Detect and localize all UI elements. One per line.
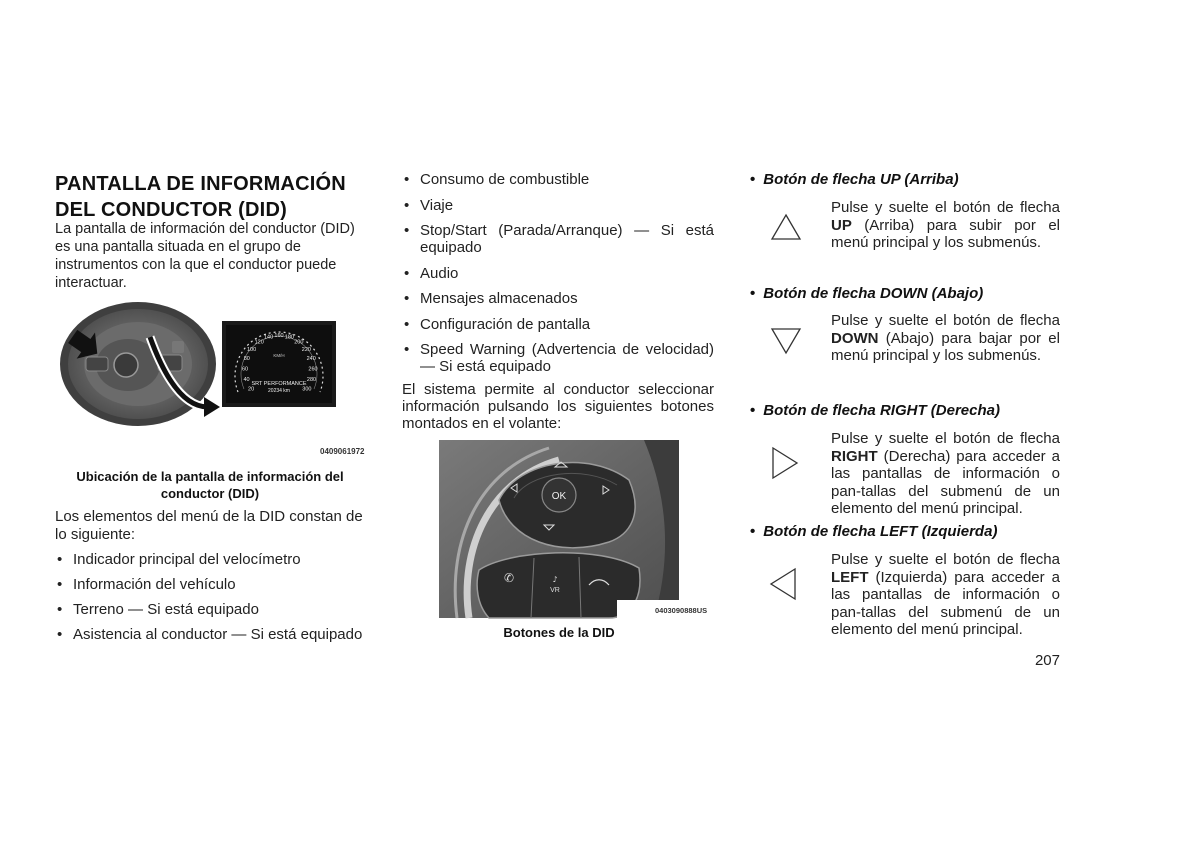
triangle-up-icon [770, 212, 802, 247]
section-heading [55, 171, 375, 223]
gauge-tick-label: 120 [254, 339, 264, 346]
list-item: • Terreno — Si está equipado [55, 601, 375, 618]
list-item: • Mensajes almacenados [402, 290, 714, 307]
vr-label: VR [550, 587, 560, 594]
gauge-tick-label: 160 [274, 333, 284, 339]
heading-line-1: PANTALLA DE INFORMACIÓN [55, 173, 346, 195]
figure-steering-wheel [58, 297, 368, 459]
button-right-description: Pulse y suelte el botón de flecha RIGHT (Derecha) para acceder a las pantallas de información o pan-tallas del submenú de un elemento del menú principal. [831, 430, 1060, 518]
figure-did-buttons [439, 440, 708, 618]
gauge-tick-label: 20 [248, 386, 255, 393]
gauge-tick-label: 240 [306, 356, 316, 363]
figure1-caption-line2: conductor (DID) [160, 486, 260, 501]
svg-text:♪: ♪ [552, 575, 558, 584]
did-buttons-illustration [439, 440, 679, 618]
display-unit: KM/H [273, 353, 285, 358]
menu-intro: Los elementos del menú de la DID constan de lo siguiente: [55, 508, 363, 543]
display-odometer: 20234 km [268, 388, 290, 394]
list-item: • Consumo de combustible [402, 171, 714, 188]
triangle-right-icon [770, 446, 800, 485]
button-up-heading: • Botón de flecha UP (Arriba) [750, 171, 1070, 189]
figure2-caption: Botones de la DID [503, 625, 615, 640]
mid-paragraph: El sistema permite al conductor seleccionar información pulsando los siguientes botones montados en el volante: [402, 381, 714, 432]
ok-label: OK [551, 491, 567, 502]
list-item: • Audio [402, 265, 714, 282]
steering-wheel-illustration [58, 297, 368, 459]
gauge-tick-label: 220 [301, 346, 311, 353]
menu-list-mid [402, 171, 714, 375]
triangle-down-icon [770, 326, 802, 361]
gauge-tick-label: 80 [243, 356, 250, 363]
button-up-description: Pulse y suelte el botón de flecha UP (Arriba) para subir por el menú principal y los submenús. [831, 199, 1060, 252]
gauge-tick-label: 260 [308, 366, 318, 373]
list-item: • Asistencia al conductor — Si está equipado [55, 626, 375, 643]
list-item: • Configuración de pantalla [402, 316, 714, 333]
display-performance-label: SRT PERFORMANCE [251, 381, 307, 387]
figure1-caption [55, 468, 365, 502]
list-item: • Información del vehículo [55, 576, 375, 593]
gauge-tick-label: 180 [284, 334, 294, 341]
list-item: • Viaje [402, 197, 714, 214]
svg-text:✆: ✆ [503, 571, 515, 585]
gauge-tick-label: 140 [264, 334, 274, 341]
button-left-description: Pulse y suelte el botón de flecha LEFT (Izquierda) para acceder a las pantallas de información o pan-tallas del submenú de un elemento del menú principal. [831, 551, 1060, 639]
button-left-heading: • Botón de flecha LEFT (Izquierda) [750, 523, 1070, 541]
gauge-tick-label: 300 [302, 386, 312, 393]
list-item: • Stop/Start (Parada/Arranque) — Si está equipado [402, 222, 714, 256]
gauge-tick-label: 200 [294, 339, 304, 346]
menu-list-left [55, 551, 375, 643]
figure1-caption-line1: Ubicación de la pantalla de información del [76, 469, 344, 484]
gauge-tick-label: 100 [247, 346, 257, 353]
list-item: • Indicador principal del velocímetro [55, 551, 375, 568]
figure1-code: 0409061972 [320, 447, 365, 456]
gauge-tick-label: 280 [306, 377, 317, 383]
page-number: 207 [1034, 652, 1060, 669]
triangle-left-icon [768, 567, 798, 606]
intro-paragraph: La pantalla de información del conductor (DID) es una pantalla situada en el grupo de instrumentos con la que el conductor puede interactuar. [55, 221, 355, 291]
heading-line-2: DEL CONDUCTOR (DID) [55, 199, 287, 221]
button-down-heading: • Botón de flecha DOWN (Abajo) [750, 285, 1070, 303]
list-item: • Speed Warning (Advertencia de velocidad) — Si está equipado [402, 341, 714, 375]
gauge-tick-label: 60 [241, 366, 249, 373]
button-down-description: Pulse y suelte el botón de flecha DOWN (Abajo) para bajar por el menú principal y los submenús. [831, 312, 1060, 365]
gauge-tick-label: 40 [243, 377, 250, 383]
figure2-code: 0403090888US [655, 606, 708, 615]
button-right-heading: • Botón de flecha RIGHT (Derecha) [750, 402, 1070, 420]
